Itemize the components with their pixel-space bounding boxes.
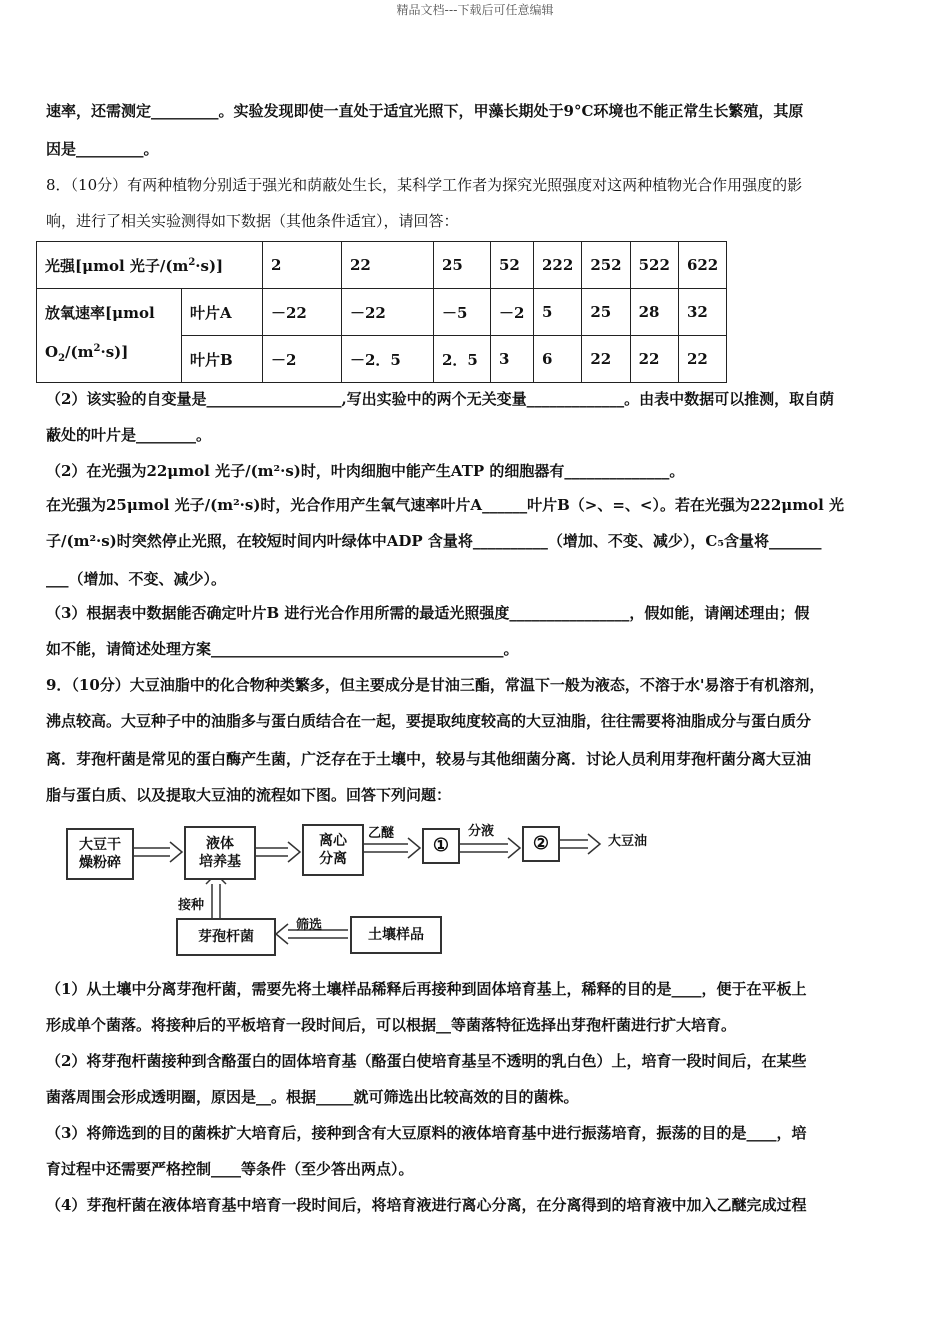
table-cell: 2 <box>263 242 342 289</box>
bacillus-box: 芽孢杆菌 <box>176 918 276 956</box>
data-table <box>36 241 727 383</box>
question-8-line: 响，进行了相关实验测得如下数据（其他条件适宜），请回答： <box>46 212 459 230</box>
arrow <box>134 848 170 856</box>
table-cell: 622 <box>678 242 726 289</box>
table-cell: 52 <box>491 242 534 289</box>
question-9-line: 9．（10分）大豆油脂中的化合物种类繁多，但主要成分是甘油三酯，常温下一般为液态，不溶于水'易溶于有机溶剂， <box>46 676 825 694</box>
text-line: 菌落周围会形成透明圈，原因是__。根据_____就可筛选出比较高效的目的菌株。 <box>46 1088 579 1106</box>
table-cell: －22 <box>263 289 342 336</box>
table-cell: －2 <box>263 336 342 383</box>
screen-label: 筛选 <box>296 918 323 933</box>
table-cell: 25 <box>582 289 630 336</box>
table-cell: －22 <box>342 289 434 336</box>
table-cell: 5 <box>534 289 582 336</box>
text-line: 子/(m²·s)时突然停止光照，在较短时间内叶绿体中ADP 含量将__________（增加、不变、减少），C₅含量将_______ <box>46 532 822 550</box>
question-9-line: 沸点较高。大豆种子中的油脂多与蛋白质结合在一起，要提取纯度较高的大豆油脂，往往需要将油脂成分与蛋白质分 <box>46 712 812 730</box>
table-cell: －5 <box>434 289 491 336</box>
centrifuge-box: 离心 分离 <box>302 824 364 876</box>
question-8-line: 8．（10分）有两种植物分别适于强光和荫蔽处生长，某科学工作者为探究光照强度对这两种植物光合作用强度的影 <box>46 176 803 194</box>
table-cell: 22 <box>582 336 630 383</box>
step-2-box: ② <box>522 826 560 862</box>
text-line: 因是_________。 <box>46 140 159 158</box>
text-line: （2）在光强为22μmol 光子/(m²·s)时，叶肉细胞中能产生ATP 的细胞器有______________。 <box>46 462 685 480</box>
text-line: 在光强为25μmol 光子/(m²·s)时，光合作用产生氧气速率叶片A______叶片B（>、=、<）。若在光强为222μmol 光 <box>46 496 845 514</box>
text-line: （2）将芽孢杆菌接种到含酪蛋白的固体培育基（酪蛋白使培育基呈不透明的乳白色）上，培育一段时间后，在某些 <box>46 1052 807 1070</box>
soil-sample-box: 土壤样品 <box>350 916 442 954</box>
text-line: （1）从土壤中分离芽孢杆菌，需要先将土壤样品稀释后再接种到固体培育基上，稀释的目的是____，便于在平板上 <box>46 980 807 998</box>
text-line: （3）根据表中数据能否确定叶片B 进行光合作用所需的最适光照强度________________，假如能，请阐述理由；假 <box>46 604 810 622</box>
text-line: （4）芽孢杆菌在液体培育基中培育一段时间后，将培育液进行离心分离，在分离得到的培育液中加入乙醚完成过程 <box>46 1196 807 1214</box>
table-cell: 22 <box>678 336 726 383</box>
ether-label: 乙醚 <box>368 826 395 841</box>
leaf-a-label: 叶片A <box>182 289 263 336</box>
soybean-oil-label: 大豆油 <box>608 834 648 849</box>
table-cell: 28 <box>630 289 678 336</box>
leaf-b-label: 叶片B <box>182 336 263 383</box>
table-cell: 22 <box>342 242 434 289</box>
table-cell: 22 <box>630 336 678 383</box>
table-cell: 252 <box>582 242 630 289</box>
step-1-box: ① <box>422 828 460 864</box>
text-line: 育过程中还需要严格控制____等条件（至少答出两点）。 <box>46 1160 414 1178</box>
inoculate-label: 接种 <box>178 898 205 913</box>
table-cell: －2．5 <box>342 336 434 383</box>
question-9-line: 脂与蛋白质、以及提取大豆油的流程如下图。回答下列问题： <box>46 786 452 804</box>
table-cell: 522 <box>630 242 678 289</box>
liquid-medium-box: 液体 培养基 <box>184 826 256 880</box>
soybean-powder-box: 大豆干 燥粉碎 <box>66 828 134 880</box>
text-line: 速率，还需测定_________。实验发现即使一直处于适宜光照下，甲藻长期处于9°C环境也不能正常生长繁殖，其原 <box>46 102 804 120</box>
text-line: ___（增加、不变、减少）。 <box>46 570 227 588</box>
text-line: （2）该实验的自变量是__________________,写出实验中的两个无关变量_____________。由表中数据可以推测，取自荫 <box>46 390 835 408</box>
text-line: 蔽处的叶片是________。 <box>46 426 212 444</box>
question-9-line: 离．芽孢杆菌是常见的蛋白酶产生菌，广泛存在于土壤中，较易与其他细菌分离．讨论人员利用芽孢杆菌分离大豆油 <box>46 750 812 768</box>
table-cell: 6 <box>534 336 582 383</box>
text-line: 如不能，请简述处理方案_______________________________________。 <box>46 640 519 658</box>
oxygen-rate-header: 放氧速率[μmol $O_2/(m^2\cdot s)$] <box>37 289 182 383</box>
text-line: 形成单个菌落。将接种后的平板培育一段时间后，可以根据__等菌落特征选择出芽孢杆菌进行扩大培育。 <box>46 1016 737 1034</box>
text-line: （3）将筛选到的目的菌株扩大培育后，接种到含有大豆原料的液体培育基中进行振荡培育，振荡的目的是____，培 <box>46 1124 807 1142</box>
page-header: 精品文档---下载后可任意编辑 <box>396 3 554 17</box>
table-cell: 3 <box>491 336 534 383</box>
table-cell: 32 <box>678 289 726 336</box>
arrow <box>170 842 182 862</box>
table-cell: －2 <box>491 289 534 336</box>
separate-label: 分液 <box>468 824 495 839</box>
light-intensity-header: 光强[μmol 光子$/(m^2\cdot s)$] <box>37 242 263 289</box>
table-cell: 222 <box>534 242 582 289</box>
table-cell: 25 <box>434 242 491 289</box>
table-cell: 2．5 <box>434 336 491 383</box>
table-row <box>37 289 727 336</box>
table-row <box>37 242 727 289</box>
